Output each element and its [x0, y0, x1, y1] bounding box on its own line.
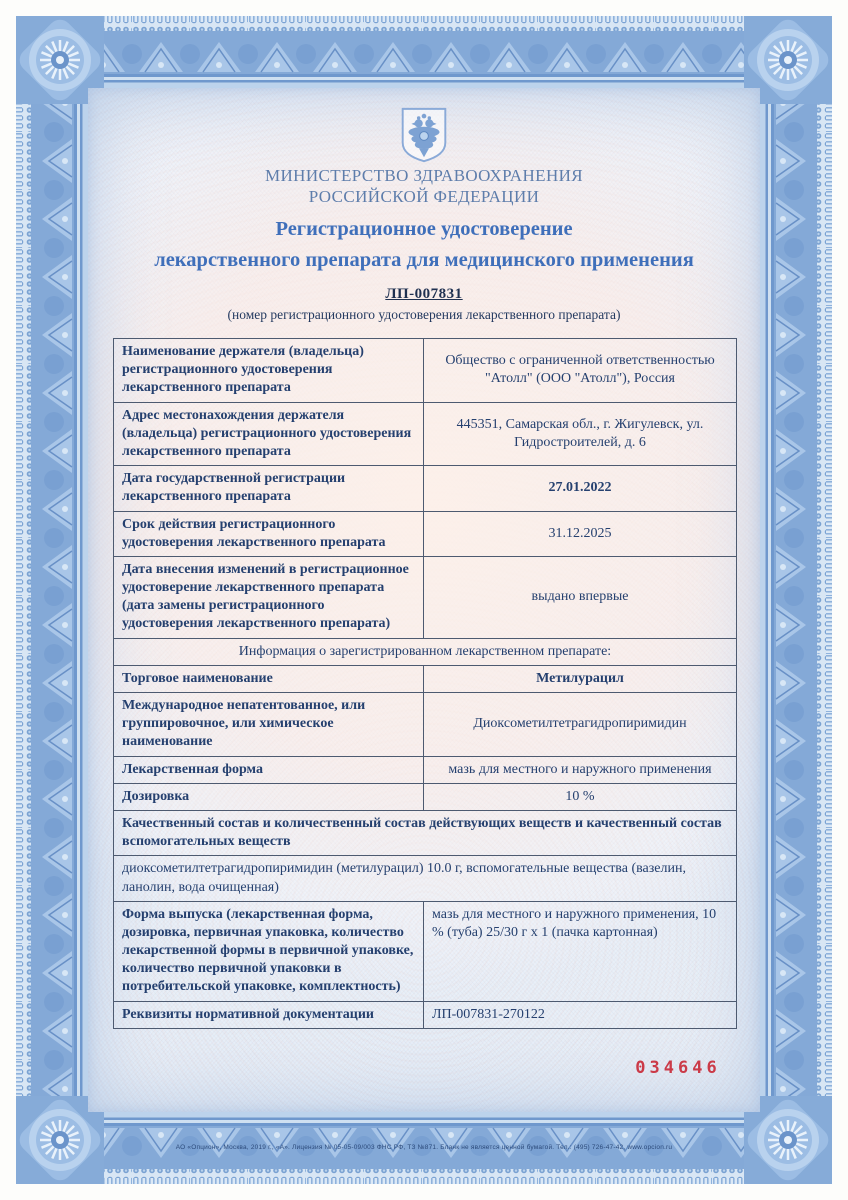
ornate-border-left: [16, 16, 88, 1184]
emblem-wrap: [88, 104, 760, 171]
registration-number-caption: (номер регистрационного удостоверения лекарственного препарата): [227, 307, 621, 322]
field-label: Лекарственная форма: [114, 756, 424, 783]
table-row: [114, 783, 737, 810]
russian-coat-of-arms-icon: [393, 104, 455, 166]
table-row: [114, 638, 737, 665]
certificate-body: [88, 88, 760, 1112]
field-label: Торговое наименование: [114, 665, 424, 692]
certificate-table-body: [114, 339, 737, 1029]
certificate-table: [113, 338, 737, 1029]
field-value: 27.01.2022: [424, 466, 737, 511]
ministry-line1: МИНИСТЕРСТВО ЗДРАВООХРАНЕНИЯ: [264, 166, 584, 185]
field-value: мазь для местного и наружного применения, 10 % (туба) 25/30 г х 1 (пачка картонная): [424, 901, 737, 1001]
table-row: [114, 665, 737, 692]
ministry-line2: РОССИЙСКОЙ ФЕДЕРАЦИИ: [308, 186, 540, 206]
field-value: Метилурацил: [424, 665, 737, 692]
table-row: [114, 466, 737, 511]
table-row: [114, 901, 737, 1001]
field-label: Наименование держателя (владельца) регистрационного удостоверения лекарственного препарата: [114, 339, 424, 403]
table-row: [114, 693, 737, 757]
serial-number: 034646: [635, 1058, 721, 1078]
field-label: Адрес местонахождения держателя (владельца) регистрационного удостоверения лекарственного препарата: [114, 402, 424, 466]
field-value: мазь для местного и наружного применения: [424, 756, 737, 783]
registration-number: ЛП-007831: [385, 286, 463, 302]
table-span-cell: диоксометилтетрагидропиримидин (метилурацил) 10.0 г, вспомогательные вещества (вазелин, ланолин, вода очищенная): [114, 856, 737, 901]
field-value: 445351, Самарская обл., г. Жигулевск, ул. Гидростроителей, д. 6: [424, 402, 737, 466]
document-title: [88, 214, 760, 276]
title-line2: лекарственного препарата для медицинского применения: [154, 248, 694, 271]
table-row: [114, 756, 737, 783]
title-line1: Регистрационное удостоверение: [275, 218, 573, 240]
table-span-cell: Качественный состав и количественный состав действующих веществ и качественный состав вспомогательных веществ: [114, 810, 737, 855]
table-row: [114, 856, 737, 901]
table-row: [114, 339, 737, 403]
field-value: 10 %: [424, 783, 737, 810]
ornate-border-top: [16, 16, 832, 88]
field-value: выдано впервые: [424, 556, 737, 638]
ministry-header: [88, 166, 760, 207]
table-span-cell: Информация о зарегистрированном лекарственном препарате:: [114, 638, 737, 665]
table-row: [114, 1001, 737, 1028]
table-row: [114, 810, 737, 855]
field-value: ЛП-007831-270122: [424, 1001, 737, 1028]
printer-imprint: АО «Опцион», Москва, 2019 г., «А». Лицензия № 05-05-09/003 ФНС РФ, ТЗ №871. Бланк не является ценной бумагой. Тел.: (495) 726-47-42, www.opcion.ru: [175, 1144, 673, 1151]
field-label: Реквизиты нормативной документации: [114, 1001, 424, 1028]
field-value: 31.12.2025: [424, 511, 737, 556]
field-label: Международное непатентованное, или группировочное, или химическое наименование: [114, 693, 424, 757]
table-row: [114, 511, 737, 556]
field-value: Общество с ограниченной ответственностью "Атолл" (ООО "Атолл"), Россия: [424, 339, 737, 403]
field-label: Дата государственной регистрации лекарственного препарата: [114, 466, 424, 511]
field-label: Дозировка: [114, 783, 424, 810]
field-label: Форма выпуска (лекарственная форма, дозировка, первичная упаковка, количество лекарственной формы в первичной упаковке, количество первичной упаковки в потребительской упаковке, комплектность): [114, 901, 424, 1001]
field-label: Срок действия регистрационного удостоверения лекарственного препарата: [114, 511, 424, 556]
ornate-border-right: [760, 16, 832, 1184]
field-label: Дата внесения изменений в регистрационное удостоверение лекарственного препарата (дата замены регистрационного удостоверения лекарственного препарата): [114, 556, 424, 638]
table-row: [114, 556, 737, 638]
table-row: [114, 402, 737, 466]
field-value: Диоксометилтетрагидропиримидин: [424, 693, 737, 757]
